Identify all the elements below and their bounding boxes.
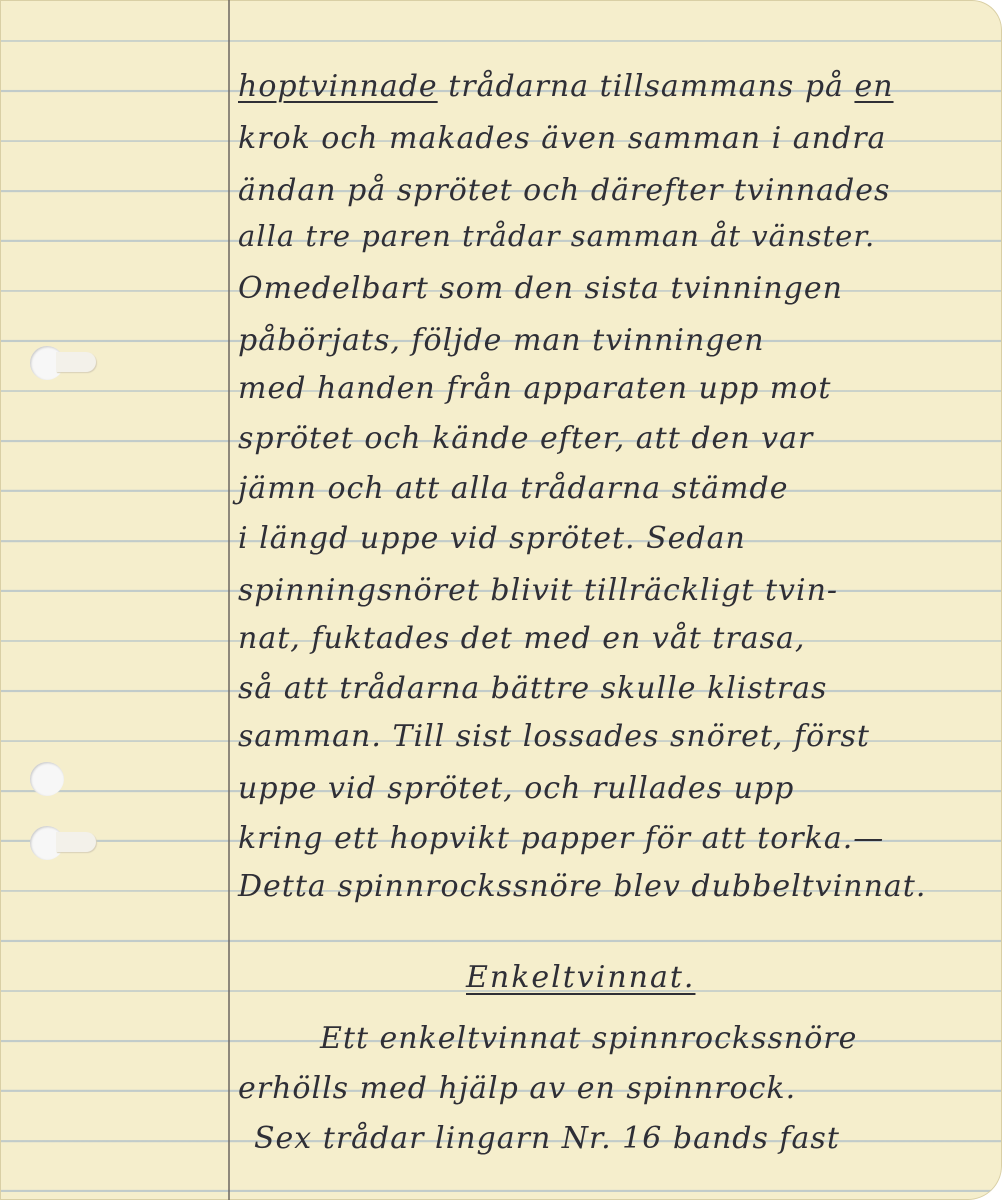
text-line-5: Omedelbart som den sista tvinningen: [238, 271, 843, 306]
text-line-3: ändan på sprötet och därefter tvinnades: [238, 173, 891, 208]
text-line-4: alla tre paren trådar samman åt vänster.: [238, 219, 876, 253]
text-line-17: Detta spinnrockssnöre blev dubbeltvinnat.: [238, 869, 927, 904]
margin-line: [228, 0, 230, 1200]
text-line-19: erhölls med hjälp av en spinnrock.: [238, 1071, 797, 1106]
text-line-6: påbörjats, följde man tvinningen: [238, 323, 765, 358]
line-1-prefix: hoptvinnade: [238, 69, 438, 104]
text-line-18: Ett enkeltvinnat spinnrockssnöre: [320, 1021, 858, 1056]
text-line-13: så att trådarna bättre skulle klistras: [238, 671, 828, 706]
line-1-end: en: [854, 69, 894, 104]
text-line-9: jämn och att alla trådarna stämde: [238, 471, 789, 506]
text-line-20: Sex trådar lingarn Nr. 16 bands fast: [254, 1121, 840, 1156]
text-line-7: med handen från apparaten upp mot: [238, 371, 832, 406]
text-line-12: nat, fuktades det med en våt trasa,: [238, 621, 806, 656]
punch-hole-middle: [30, 762, 64, 796]
text-line-10: i längd uppe vid sprötet. Sedan: [238, 521, 746, 556]
line-1-middle: trådarna tillsammans på: [437, 69, 855, 104]
section-heading: Enkeltvinnat.: [466, 960, 696, 995]
text-line-8: sprötet och kände efter, att den var: [238, 421, 814, 456]
text-line-11: spinningsnöret blivit tillräckligt tvin-: [238, 573, 839, 608]
punch-hole-top: [30, 346, 64, 380]
text-line-2: krok och makades även samman i andra: [238, 121, 887, 156]
text-line-16: kring ett hopvikt papper för att torka.—: [238, 821, 885, 856]
text-line-15: uppe vid sprötet, och rullades upp: [238, 771, 795, 806]
text-line-1: [238, 69, 894, 104]
punch-hole-bottom: [30, 826, 64, 860]
text-line-14: samman. Till sist lossades snöret, först: [238, 719, 870, 754]
